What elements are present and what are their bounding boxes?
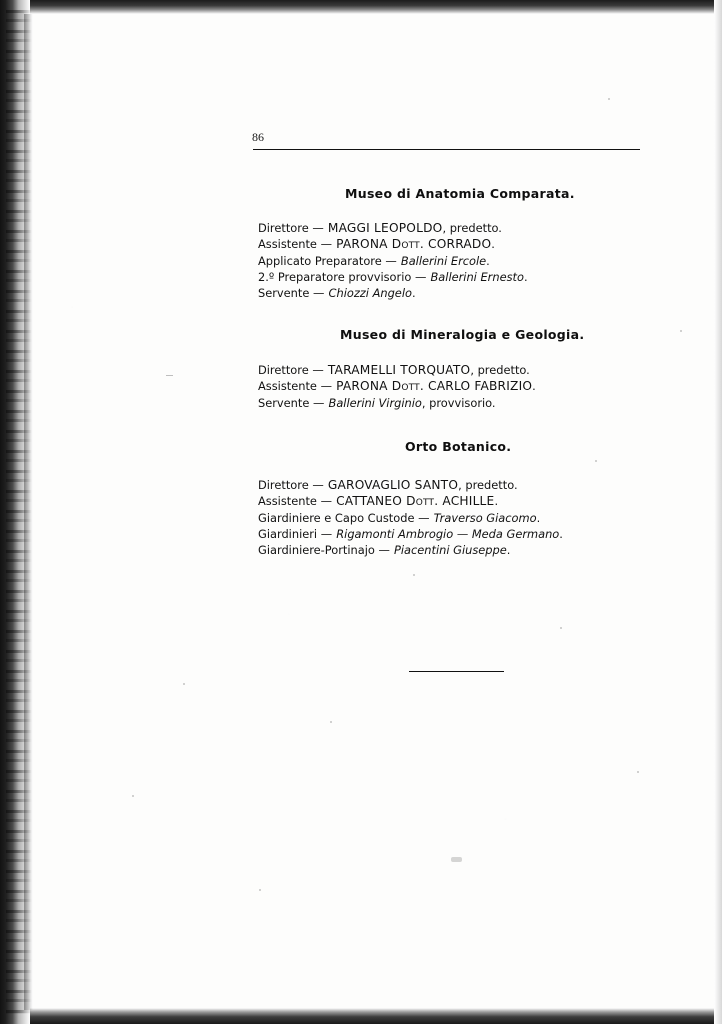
footer-rule — [409, 671, 504, 672]
scan-speck — [595, 460, 597, 462]
page-number: 86 — [252, 130, 264, 144]
section-entries — [258, 220, 528, 301]
section-entries — [258, 362, 536, 411]
list-item: Assistente — PARONA Dott. CORRADO. — [258, 237, 495, 252]
list-item: Servente — Ballerini Virginio, provvisorio. — [258, 395, 496, 410]
section-title: Orto Botanico. — [405, 439, 512, 454]
scan-speck — [637, 771, 639, 773]
scan-smudge — [451, 857, 462, 862]
list-item: Giardinieri — Rigamonti Ambrogio — Meda Germano. — [258, 526, 563, 541]
scan-speck — [330, 721, 332, 723]
list-item: Giardiniere-Portinajo — Piacentini Giuseppe. — [258, 543, 511, 558]
list-item: Applicato Preparatore — Ballerini Ercole. — [258, 253, 490, 268]
scan-speck — [132, 795, 134, 797]
scan-speck — [413, 574, 415, 576]
scan-speck — [608, 98, 610, 100]
list-item: Direttore — GAROVAGLIO SANTO, predetto. — [258, 478, 518, 492]
list-item: Direttore — MAGGI LEOPOLDO, predetto. — [258, 221, 502, 235]
list-item: Assistente — CATTANEO Dott. ACHILLE. — [258, 494, 499, 509]
section-title: Museo di Mineralogia e Geologia. — [340, 327, 585, 342]
scan-smudge — [166, 375, 173, 376]
scan-speck — [259, 889, 261, 891]
list-item: Direttore — TARAMELLI TORQUATO, predetto. — [258, 363, 530, 377]
header-rule — [253, 149, 640, 150]
list-item: Servente — Chiozzi Angelo. — [258, 286, 416, 301]
section-entries — [258, 477, 563, 558]
section-title: Museo di Anatomia Comparata. — [345, 186, 575, 201]
scan-speck — [680, 330, 682, 332]
list-item: 2.º Preparatore provvisorio — Ballerini Ernesto. — [258, 269, 528, 284]
scan-speck — [183, 683, 185, 685]
list-item: Giardiniere e Capo Custode — Traverso Giacomo. — [258, 510, 541, 525]
list-item: Assistente — PARONA Dott. CARLO FABRIZIO. — [258, 379, 536, 394]
scan-speck — [560, 627, 562, 629]
